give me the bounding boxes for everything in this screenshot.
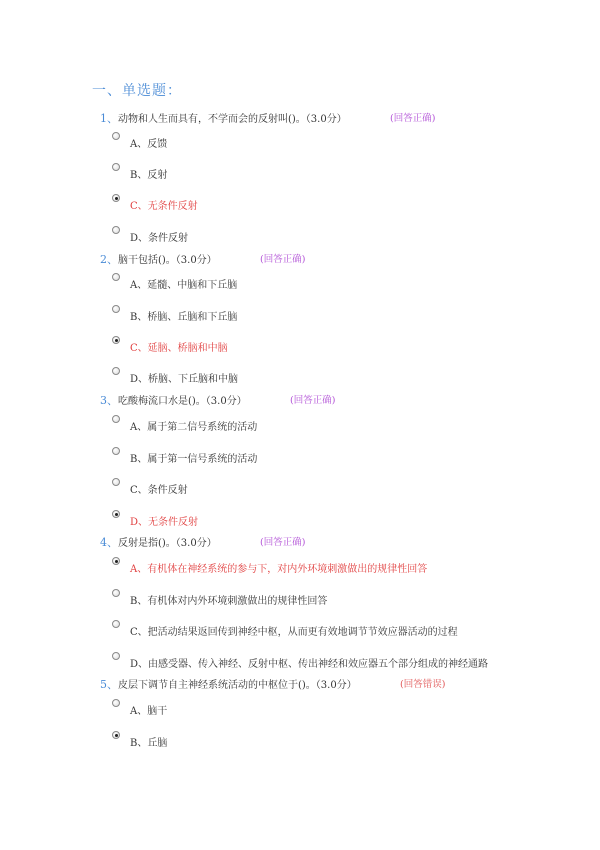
option-label: C、无条件反射 — [130, 201, 198, 212]
question-number: 3、 — [100, 394, 118, 407]
radio-button[interactable] — [112, 478, 120, 486]
radio-button[interactable] — [112, 415, 120, 423]
option-label: C、延脑、桥脑和中脑 — [130, 343, 228, 354]
radio-button-selected[interactable] — [112, 194, 120, 202]
answer-status: (回答正确) — [290, 395, 336, 406]
radio-button[interactable] — [112, 132, 120, 140]
option-label: A、延髓、中脑和下丘脑 — [130, 280, 238, 291]
radio-button-selected[interactable] — [112, 336, 120, 344]
question-number: 5、 — [100, 678, 118, 691]
radio-button[interactable] — [112, 699, 120, 707]
option-label: B、属于第一信号系统的活动 — [130, 454, 258, 465]
option-label: B、丘脑 — [130, 738, 168, 749]
option-label: A、反馈 — [130, 139, 168, 150]
answer-status: (回答正确) — [260, 254, 306, 265]
question-4 — [100, 534, 306, 550]
question-number: 1、 — [100, 112, 118, 125]
question-number: 4、 — [100, 536, 118, 549]
option-label: B、反射 — [130, 170, 168, 181]
radio-button-selected[interactable] — [112, 510, 120, 518]
question-text: 动物和人生而具有，不学而会的反射叫()。（3.0分） — [118, 114, 347, 125]
radio-button[interactable] — [112, 163, 120, 171]
section-title: 一、单选题： — [92, 83, 182, 99]
radio-button[interactable] — [112, 589, 120, 597]
option-label: C、条件反射 — [130, 485, 188, 496]
option-label: A、脑干 — [130, 706, 168, 717]
answer-status: (回答正确) — [260, 537, 306, 548]
question-1 — [100, 110, 436, 126]
question-text: 吃酸梅流口水是()。（3.0分） — [118, 396, 247, 407]
question-text: 皮层下调节自主神经系统活动的中枢位于()。（3.0分） — [118, 680, 357, 691]
question-number: 2、 — [100, 253, 118, 266]
option-label: D、条件反射 — [130, 233, 189, 244]
option-label: A、属于第二信号系统的活动 — [130, 422, 258, 433]
answer-status: (回答正确) — [390, 113, 436, 124]
option-label: B、有机体对内外环境刺激做出的规律性回答 — [130, 596, 328, 607]
question-5 — [100, 676, 446, 692]
option-label: D、无条件反射 — [130, 517, 199, 528]
radio-button-selected[interactable] — [112, 557, 120, 565]
radio-button[interactable] — [112, 226, 120, 234]
radio-button[interactable] — [112, 367, 120, 375]
question-2 — [100, 251, 306, 267]
option-label: C、把活动结果返回传到神经中枢，从而更有效地调节节效应器活动的过程 — [130, 627, 458, 638]
question-text: 反射是指()。（3.0分） — [118, 538, 217, 549]
radio-button[interactable] — [112, 652, 120, 660]
radio-button-selected[interactable] — [112, 731, 120, 739]
option-label: B、桥脑、丘脑和下丘脑 — [130, 312, 238, 323]
option-label: A、有机体在神经系统的参与下，对内外环境刺激做出的规律性回答 — [130, 564, 428, 575]
option-label: D、桥脑、下丘脑和中脑 — [130, 374, 239, 385]
radio-button[interactable] — [112, 620, 120, 628]
question-3 — [100, 392, 336, 408]
radio-button[interactable] — [112, 273, 120, 281]
answer-status: (回答错误) — [400, 679, 446, 690]
option-label: D、由感受器、传入神经、反射中枢、传出神经和效应器五个部分组成的神经通路 — [130, 659, 489, 670]
radio-button[interactable] — [112, 447, 120, 455]
radio-button[interactable] — [112, 305, 120, 313]
question-text: 脑干包括()。（3.0分） — [118, 255, 217, 266]
